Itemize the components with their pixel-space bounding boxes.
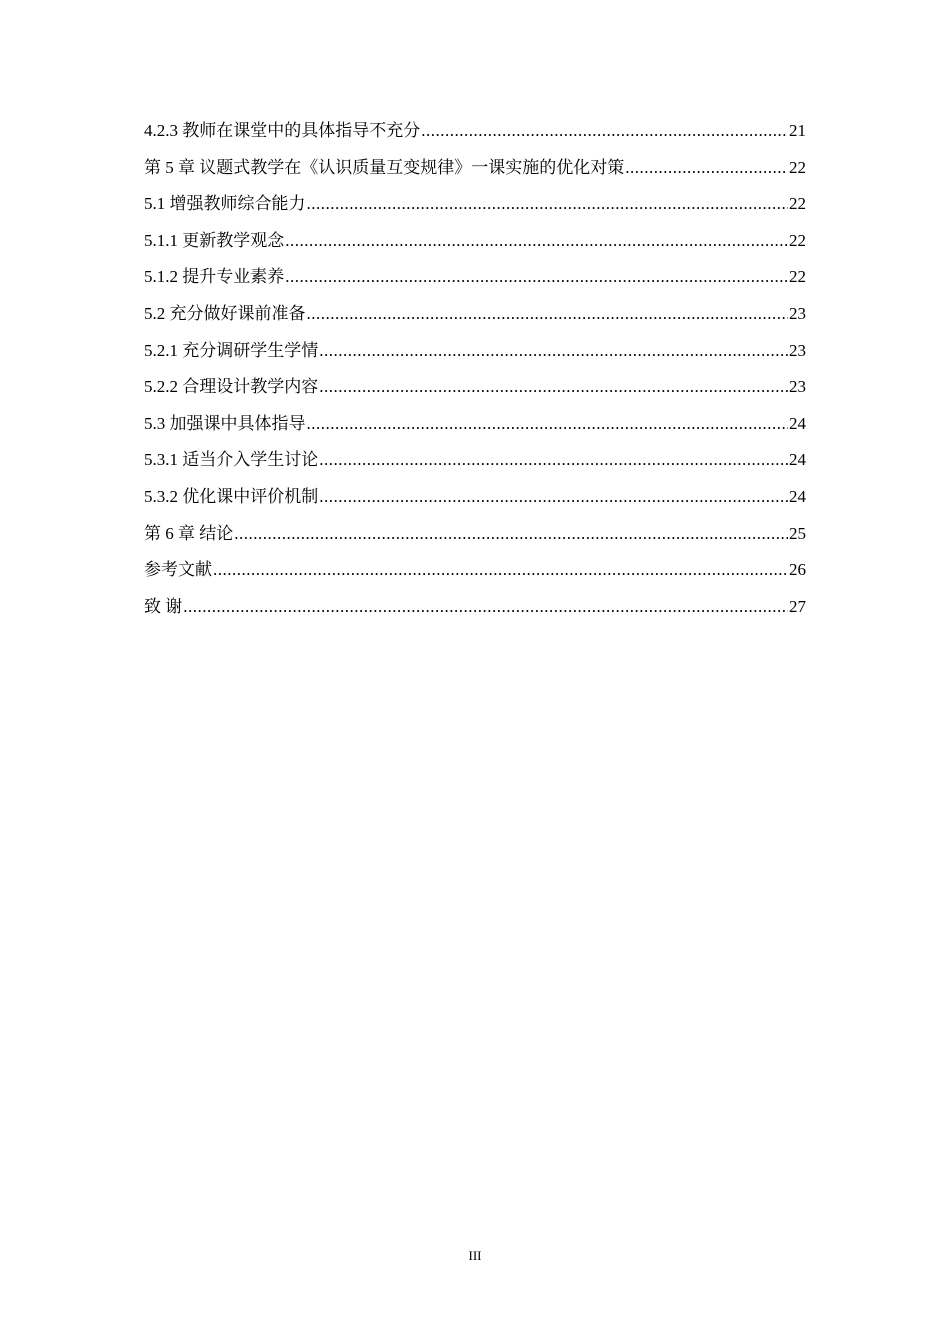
toc-entry[interactable] (144, 150, 806, 187)
toc-entry-page: 23 (789, 340, 806, 360)
toc-entry-title: 5.2 充分做好课前准备 (144, 303, 306, 323)
toc-entry[interactable] (144, 589, 806, 626)
toc-entry[interactable] (144, 259, 806, 296)
toc-entry[interactable] (144, 479, 806, 516)
toc-entry-page: 22 (789, 230, 806, 250)
toc-entry-page: 22 (789, 157, 806, 177)
toc-entry-page: 24 (789, 486, 806, 506)
toc-entry[interactable] (144, 296, 806, 333)
toc-entry[interactable] (144, 406, 806, 443)
toc-dot-leader (307, 296, 789, 333)
toc-entry-title: 5.1 增强教师综合能力 (144, 194, 306, 214)
toc-dot-leader (319, 442, 788, 479)
toc-entry-title: 第 5 章 议题式教学在《认识质量互变规律》一课实施的优化对策 (144, 157, 625, 177)
toc-dot-leader (319, 369, 788, 406)
toc-entry-title: 5.3.1 适当介入学生讨论 (144, 450, 319, 470)
page-number: III (468, 1248, 482, 1263)
toc-entry[interactable] (144, 442, 806, 479)
toc-entry-title: 5.1.1 更新教学观念 (144, 230, 285, 250)
toc-entry-title: 致 谢 (144, 596, 183, 616)
toc-dot-leader (307, 406, 789, 443)
toc-entry[interactable] (144, 223, 806, 260)
toc-entry-page: 25 (789, 523, 806, 543)
toc-entry-page: 26 (789, 560, 806, 580)
toc-entry-title: 参考文献 (144, 560, 212, 580)
toc-dot-leader (319, 479, 788, 516)
toc-entry[interactable] (144, 552, 806, 589)
toc-dot-leader (625, 150, 788, 187)
toc-entry-page: 24 (789, 450, 806, 470)
toc-entry-title: 第 6 章 结论 (144, 523, 234, 543)
toc-entry[interactable] (144, 369, 806, 406)
toc-entry-page: 27 (789, 596, 806, 616)
toc-entry-title: 4.2.3 教师在课堂中的具体指导不充分 (144, 121, 421, 140)
toc-entry-page: 21 (789, 121, 806, 140)
toc-dot-leader (234, 516, 788, 553)
toc-dot-leader (307, 186, 789, 223)
toc-entry[interactable] (144, 516, 806, 553)
toc-entry-page: 23 (789, 303, 806, 323)
toc-entry-page: 23 (789, 377, 806, 397)
toc-entry[interactable] (144, 113, 806, 150)
toc-entry-page: 22 (789, 267, 806, 287)
toc-dot-leader (421, 113, 788, 150)
toc-entry-title: 5.1.2 提升专业素养 (144, 267, 285, 287)
toc-dot-leader (213, 552, 788, 589)
toc-entry[interactable] (144, 333, 806, 370)
toc-entry[interactable] (144, 186, 806, 223)
toc-entry-title: 5.2.1 充分调研学生学情 (144, 340, 319, 360)
toc-entry-title: 5.3 加强课中具体指导 (144, 413, 306, 433)
toc-dot-leader (285, 223, 788, 260)
table-of-contents (144, 113, 806, 625)
toc-dot-leader (183, 589, 788, 626)
toc-entry-page: 22 (789, 194, 806, 214)
toc-entry-title: 5.2.2 合理设计教学内容 (144, 377, 319, 397)
toc-dot-leader (319, 333, 788, 370)
toc-entry-page: 24 (789, 413, 806, 433)
toc-entry-title: 5.3.2 优化课中评价机制 (144, 486, 319, 506)
toc-dot-leader (285, 259, 788, 296)
